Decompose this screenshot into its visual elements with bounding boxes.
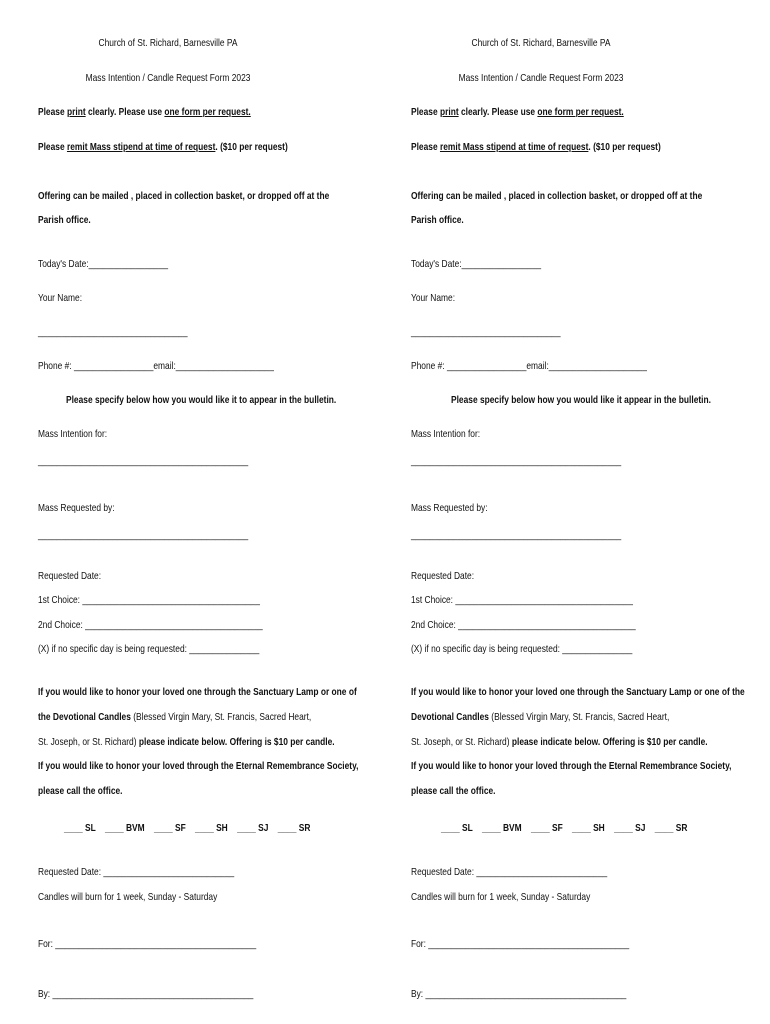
mass-intention-label: Mass Intention for: [411,428,481,440]
candle-options: ____ SL ____ BVM ____ SF ____ SH ____ SJ ____ SR [441,822,688,834]
requested-date-label: Requested Date: [411,570,475,582]
lamp-text-1: If you would like to honor your loved one through the Sanctuary Lamp or one of [38,686,357,698]
your-name-label: Your Name: [411,292,456,304]
offering-line-2: Parish office. [411,214,464,226]
no-specific-day-field: (X) if no specific day is being requested: _______________ [38,643,260,655]
mass-requested-by-line: _____________________________________________ [411,529,622,541]
todays-date-field: Today's Date:_________________ [38,258,169,270]
offering-line-1: Offering can be mailed , placed in collection basket, or dropped off at the [38,190,330,202]
phone-email-field: Phone #: _________________email:_____________________ [38,360,274,372]
instruction-print: Please print clearly. Please use one form per request. [38,106,251,118]
instruction-remit: Please remit Mass stipend at time of request. ($10 per request) [38,141,288,153]
form-title: Mass Intention / Candle Request Form 2023 [85,72,251,84]
phone-email-field: Phone #: _________________email:_____________________ [411,360,647,372]
bulletin-instruction: Please specify below how you would like it to appear in the bulletin. [66,394,337,406]
lamp-text-2: the Devotional Candles (Blessed Virgin Mary, St. Francis, Sacred Heart, [38,711,312,723]
church-header: Church of St. Richard, Barnesville PA [98,37,238,49]
mass-requested-by-line: _____________________________________________ [38,529,249,541]
form-left [38,0,406,1024]
mass-intention-label: Mass Intention for: [38,428,108,440]
candle-options: ____ SL ____ BVM ____ SF ____ SH ____ SJ ____ SR [64,822,311,834]
no-specific-day-field: (X) if no specific day is being requested: _______________ [411,643,633,655]
eternal-text-1: If you would like to honor your loved through the Eternal Remembrance Society, [38,760,359,772]
your-name-label: Your Name: [38,292,83,304]
lamp-text-1: If you would like to honor your loved one through the Sanctuary Lamp or one of the [411,686,745,698]
eternal-text-2: please call the office. [411,785,496,797]
bulletin-instruction: Please specify below how you would like it appear in the bulletin. [451,394,711,406]
eternal-text-1: If you would like to honor your loved through the Eternal Remembrance Society, [411,760,732,772]
lamp-text-2: Devotional Candles (Blessed Virgin Mary, St. Francis, Sacred Heart, [411,711,670,723]
form-title: Mass Intention / Candle Request Form 2023 [458,72,624,84]
mass-requested-by-label: Mass Requested by: [411,502,488,514]
requested-date-2-field: Requested Date: ____________________________ [411,866,608,878]
for-field: For: ___________________________________________ [411,938,630,950]
todays-date-field: Today's Date:_________________ [411,258,542,270]
mass-intention-line: _____________________________________________ [38,455,249,467]
your-name-line: ________________________________ [38,326,188,338]
lamp-text-3: St. Joseph, or St. Richard) please indicate below. Offering is $10 per candle. [38,736,335,748]
second-choice-field: 2nd Choice: ______________________________________ [411,619,636,631]
first-choice-field: 1st Choice: ______________________________________ [38,594,260,606]
instruction-print: Please print clearly. Please use one form per request. [411,106,624,118]
offering-line-2: Parish office. [38,214,91,226]
mass-requested-by-label: Mass Requested by: [38,502,115,514]
eternal-text-2: please call the office. [38,785,123,797]
offering-line-1: Offering can be mailed , placed in collection basket, or dropped off at the [411,190,703,202]
your-name-line: ________________________________ [411,326,561,338]
by-field: By: ___________________________________________ [38,988,254,1000]
requested-date-label: Requested Date: [38,570,102,582]
for-field: For: ___________________________________________ [38,938,257,950]
candle-burn-note: Candles will burn for 1 week, Sunday - Saturday [411,891,591,903]
mass-intention-line: _____________________________________________ [411,455,622,467]
candle-burn-note: Candles will burn for 1 week, Sunday - Saturday [38,891,218,903]
requested-date-2-field: Requested Date: ____________________________ [38,866,235,878]
lamp-text-3: St. Joseph, or St. Richard) please indicate below. Offering is $10 per candle. [411,736,708,748]
by-field: By: ___________________________________________ [411,988,627,1000]
form-right [411,0,770,1024]
church-header: Church of St. Richard, Barnesville PA [471,37,611,49]
first-choice-field: 1st Choice: ______________________________________ [411,594,633,606]
second-choice-field: 2nd Choice: ______________________________________ [38,619,263,631]
instruction-remit: Please remit Mass stipend at time of request. ($10 per request) [411,141,661,153]
